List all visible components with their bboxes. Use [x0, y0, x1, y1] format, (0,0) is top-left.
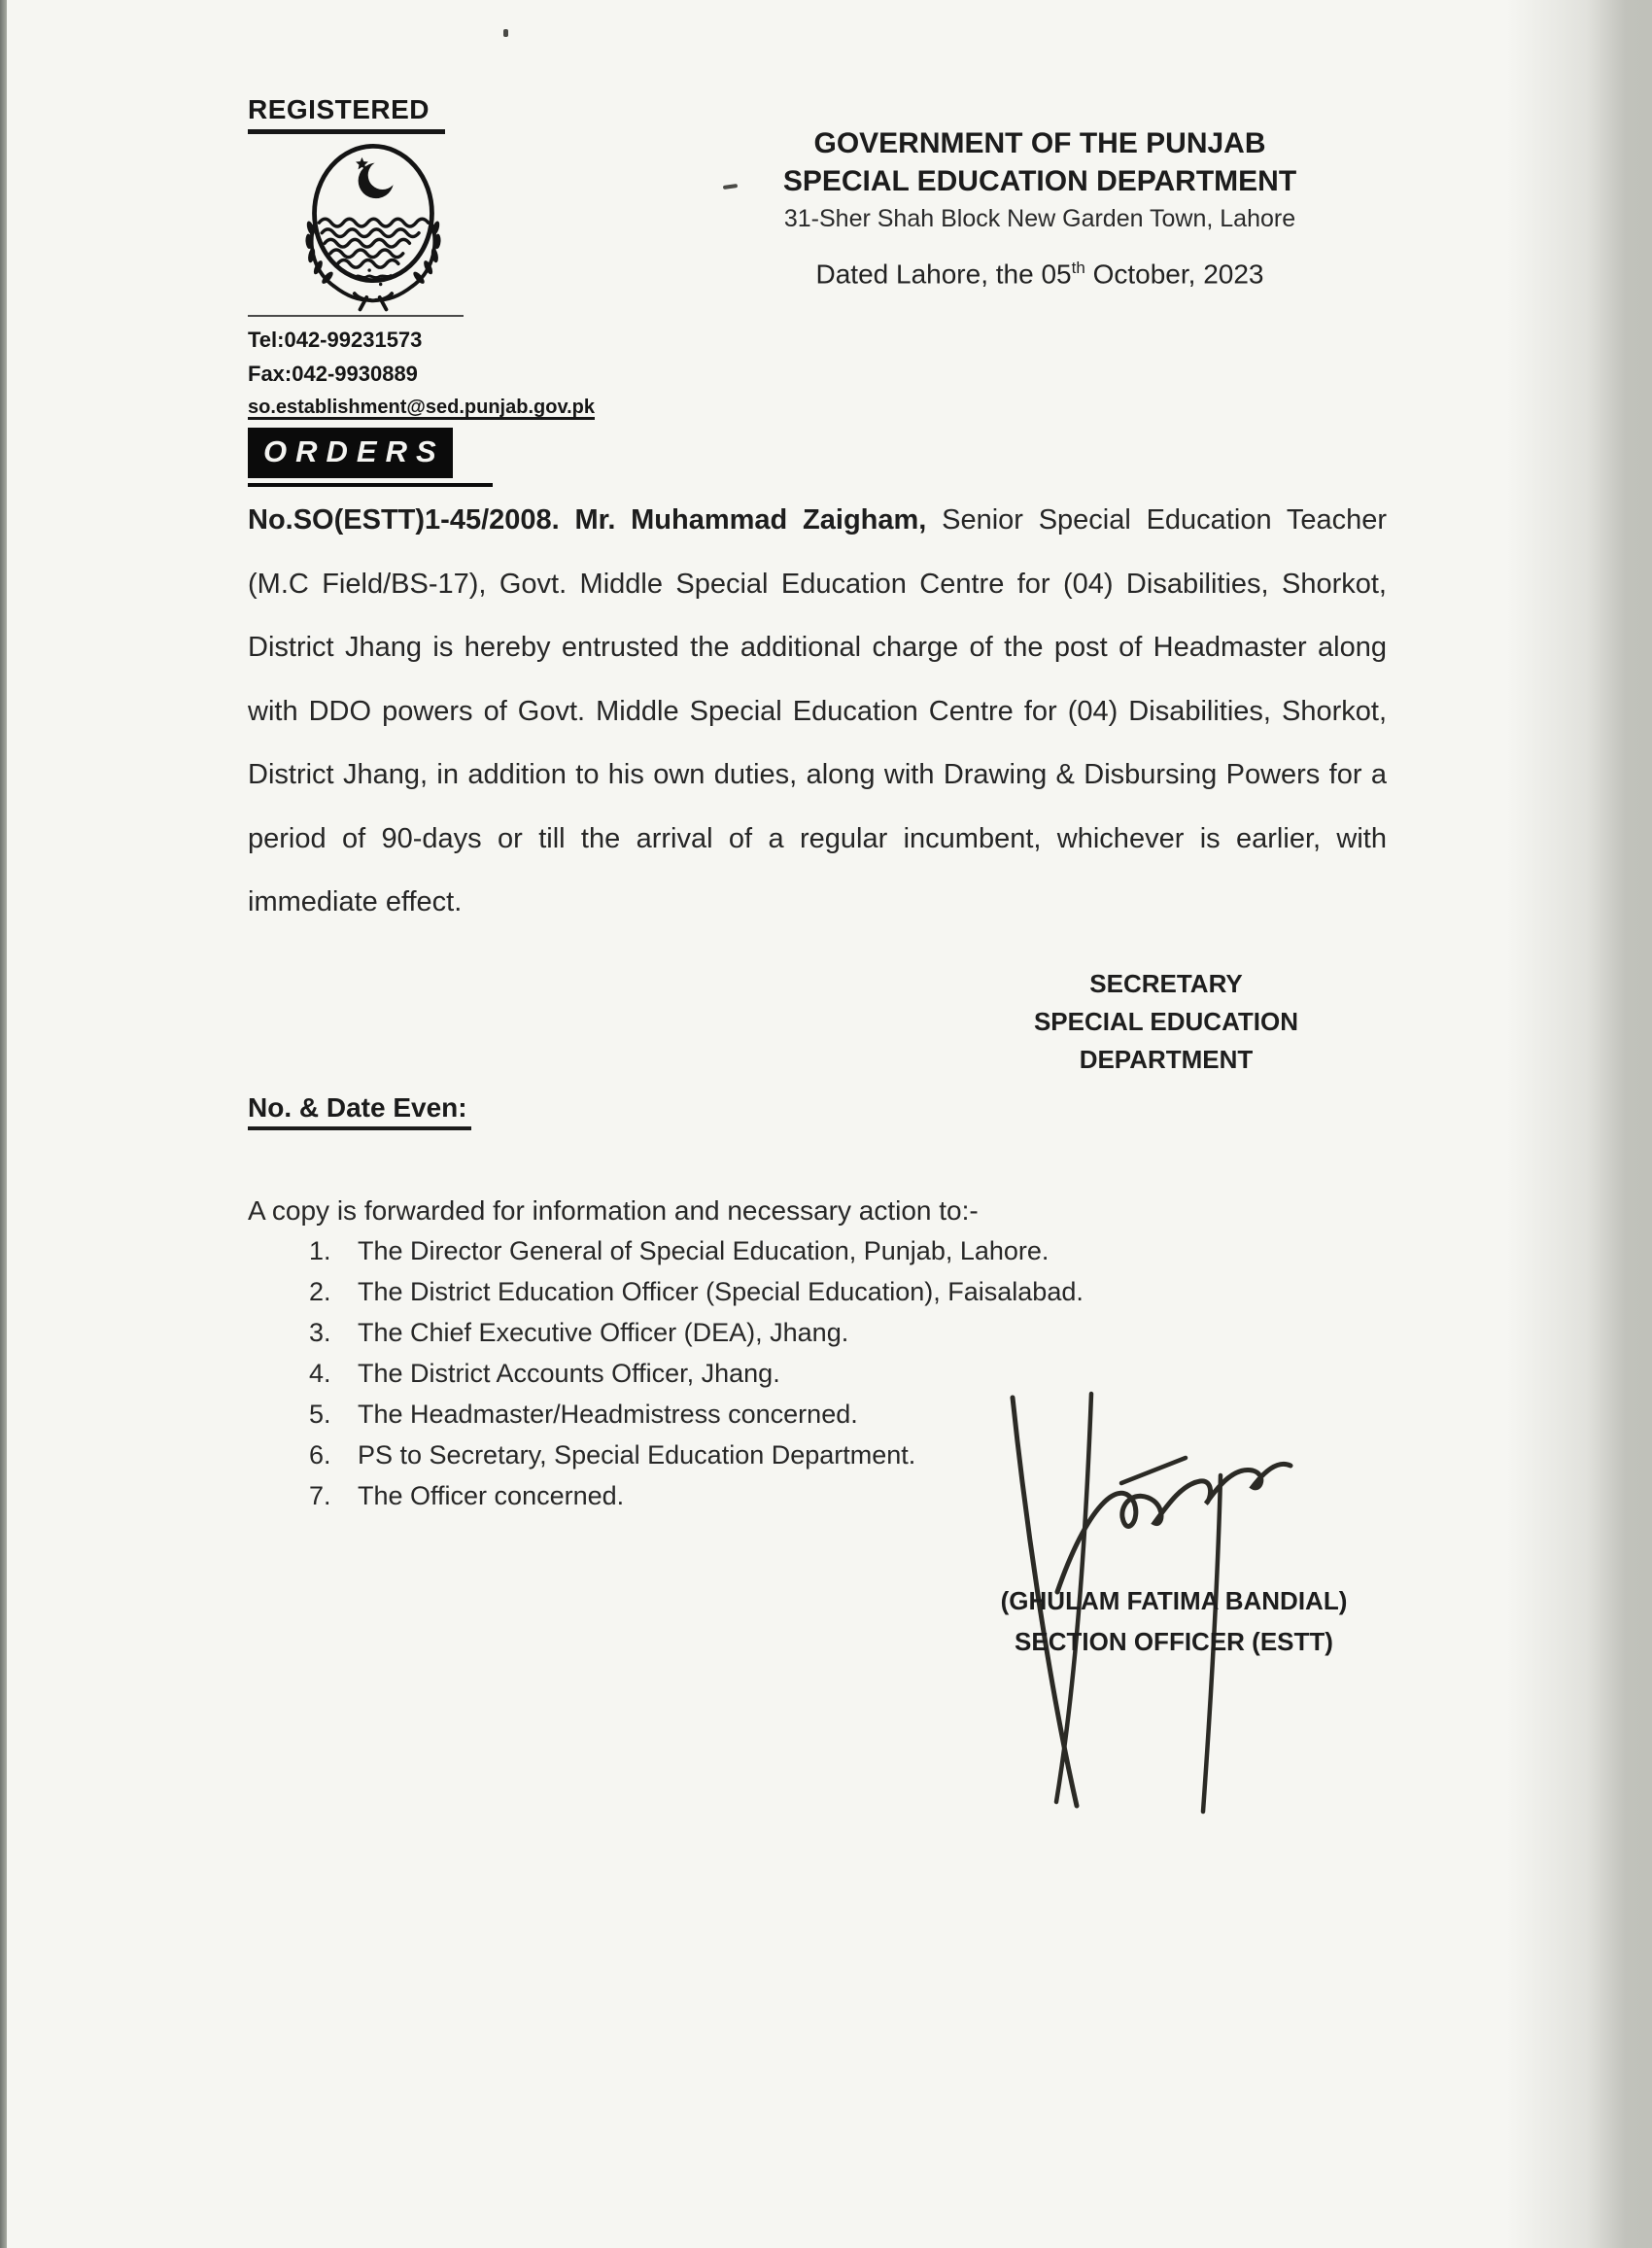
- distribution-item-number: 5.: [309, 1400, 331, 1429]
- order-reference-number: No.SO(ESTT)1-45/2008. Mr. Muhammad Zaigham,: [248, 504, 927, 536]
- distribution-item: [309, 1400, 1084, 1440]
- telephone-number: Tel:042-99231573: [248, 328, 423, 352]
- signatory-title: SECTION OFFICER (ESTT): [1015, 1627, 1333, 1656]
- distribution-item: [309, 1277, 1084, 1318]
- department-header: [739, 124, 1341, 290]
- distribution-list: [309, 1236, 1084, 1522]
- date-suffix: October, 2023: [1084, 259, 1264, 290]
- department-title: SPECIAL EDUCATION DEPARTMENT: [782, 165, 1297, 197]
- distribution-item-text: The Officer concerned.: [358, 1481, 625, 1510]
- secretary-line-1: SECRETARY: [1089, 969, 1243, 998]
- contact-block: [248, 323, 595, 425]
- fax-number: Fax:042-9930889: [248, 362, 418, 386]
- orders-heading: ORDERS: [248, 428, 453, 478]
- distribution-item: [309, 1481, 1084, 1522]
- scan-artifact: [723, 184, 738, 190]
- distribution-item-text: The District Education Officer (Special Education), Faisalabad.: [358, 1277, 1084, 1306]
- punjab-government-crest-logo: [280, 134, 466, 317]
- signatory-name: (GHULAM FATIMA BANDIAL): [1000, 1586, 1348, 1615]
- distribution-item: [309, 1236, 1084, 1277]
- distribution-item: [309, 1318, 1084, 1359]
- distribution-item-text: The Director General of Special Education, Punjab, Lahore.: [358, 1236, 1050, 1265]
- distribution-item-text: The District Accounts Officer, Jhang.: [358, 1359, 780, 1388]
- scan-left-edge: [0, 0, 7, 2248]
- date-ordinal-suffix: th: [1071, 259, 1085, 277]
- signatory-block: [980, 1580, 1368, 1662]
- forwarding-line: A copy is forwarded for information and necessary action to:-: [248, 1195, 979, 1226]
- registered-label: REGISTERED: [248, 94, 445, 134]
- distribution-item: [309, 1440, 1084, 1481]
- distribution-item-number: 1.: [309, 1236, 331, 1265]
- department-address: 31-Sher Shah Block New Garden Town, Lahore: [783, 205, 1296, 232]
- scan-right-shadow: [1506, 0, 1652, 2248]
- order-paragraph: [248, 489, 1387, 935]
- distribution-item-text: PS to Secretary, Special Education Department.: [358, 1440, 916, 1470]
- date-prefix: Dated Lahore, the 05: [815, 259, 1072, 290]
- scan-artifact: [503, 29, 508, 37]
- order-body-text: Senior Special Education Teacher (M.C Field/BS-17), Govt. Middle Special Education Centre for (04) Disabilities, Shorkot, District Jhang is hereby entrusted the additional charge of the post of Headmaster along with DDO powers of Govt. Middle Special Education Centre for (04) Disabilities, Shorkot, District Jhang, in addition to his own duties, along with Drawing & Disbursing Powers for a period of 90-days or till the arrival of a regular incumbent, whichever is earlier, with immediate effect.: [248, 504, 1387, 917]
- distribution-item-number: 6.: [309, 1440, 331, 1470]
- secretary-line-3: DEPARTMENT: [1079, 1045, 1254, 1074]
- distribution-item: [309, 1359, 1084, 1400]
- orders-heading-underline: [248, 483, 493, 487]
- government-title: GOVERNMENT OF THE PUNJAB: [813, 127, 1266, 159]
- distribution-item-text: The Headmaster/Headmistress concerned.: [358, 1400, 858, 1429]
- letterhead-rule: [248, 315, 464, 317]
- distribution-item-number: 4.: [309, 1359, 331, 1388]
- distribution-item-number: 3.: [309, 1318, 331, 1347]
- distribution-item-text: The Chief Executive Officer (DEA), Jhang.: [358, 1318, 849, 1347]
- distribution-item-number: 7.: [309, 1481, 331, 1510]
- letter-date: [739, 259, 1341, 290]
- secretary-block: [972, 965, 1360, 1079]
- no-date-even-label: No. & Date Even:: [248, 1092, 471, 1130]
- secretary-line-2: SPECIAL EDUCATION: [1033, 1007, 1299, 1036]
- distribution-item-number: 2.: [309, 1277, 331, 1306]
- email-address: so.establishment@sed.punjab.gov.pk: [248, 397, 595, 418]
